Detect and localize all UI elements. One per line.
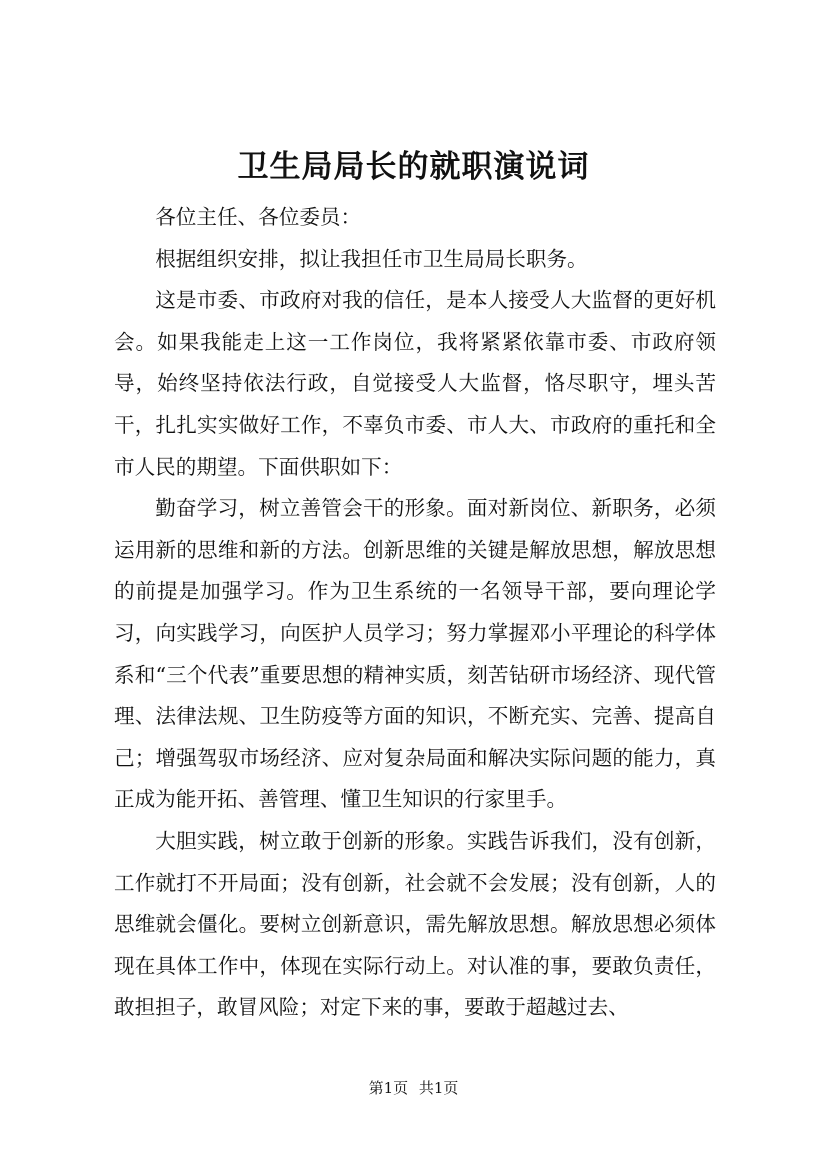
paragraph-intro: 根据组织安排，拟让我担任市卫生局局长职务。 xyxy=(155,246,588,271)
document-body xyxy=(114,197,716,1029)
paragraph-practice: 大胆实践，树立敢于创新的形象。实践告诉我们，没有创新，工作就打不开局面；没有创新，社会就不会发展；没有创新，人的思维就会僵化。要树立创新意识，需先解放思想。解放思想必须体现在具体工作中，体现在实际行动上。对认准的事，要敢负责任，敢担担子，敢冒风险；对定下来的事，要敢于超越过去、 xyxy=(114,828,716,1020)
paragraph-study: 勤奋学习，树立善管会干的形象。面对新岗位、新职务，必须运用新的思维和新的方法。创新思维的关键是解放思想，解放思想的前提是加强学习。作为卫生系统的一名领导干部，要向理论学习，向实践学习，向医护人员学习；努力掌握邓小平理论的科学体系和“三个代表”重要思想的精神实质，刻苦钻研市场经济、现代管理、法律法规、卫生防疫等方面的知识，不断充实、完善、提高自己；增强驾驭市场经济、应对复杂局面和解决实际问题的能力，真正成为能开拓、善管理、懂卫生知识的行家里手。 xyxy=(114,496,716,812)
page-total: 共1页 xyxy=(418,1079,459,1097)
paragraph-salutation: 各位主任、各位委员： xyxy=(155,205,362,229)
page-number: 第1页 xyxy=(368,1079,409,1097)
document-title: 卫生局局长的就职演说词 xyxy=(237,149,590,185)
paragraph-commitment: 这是市委、市政府对我的信任，是本人接受人大监督的更好机会。如果我能走上这一工作岗位，我将紧紧依靠市委、市政府领导，始终坚持依法行政，自觉接受人大监督，恪尽职守，埋头苦干，扎扎实实做好工作，不辜负市委、市人大、市政府的重托和全市人民的期望。下面供职如下： xyxy=(114,288,716,479)
page-footer xyxy=(0,1078,827,1098)
